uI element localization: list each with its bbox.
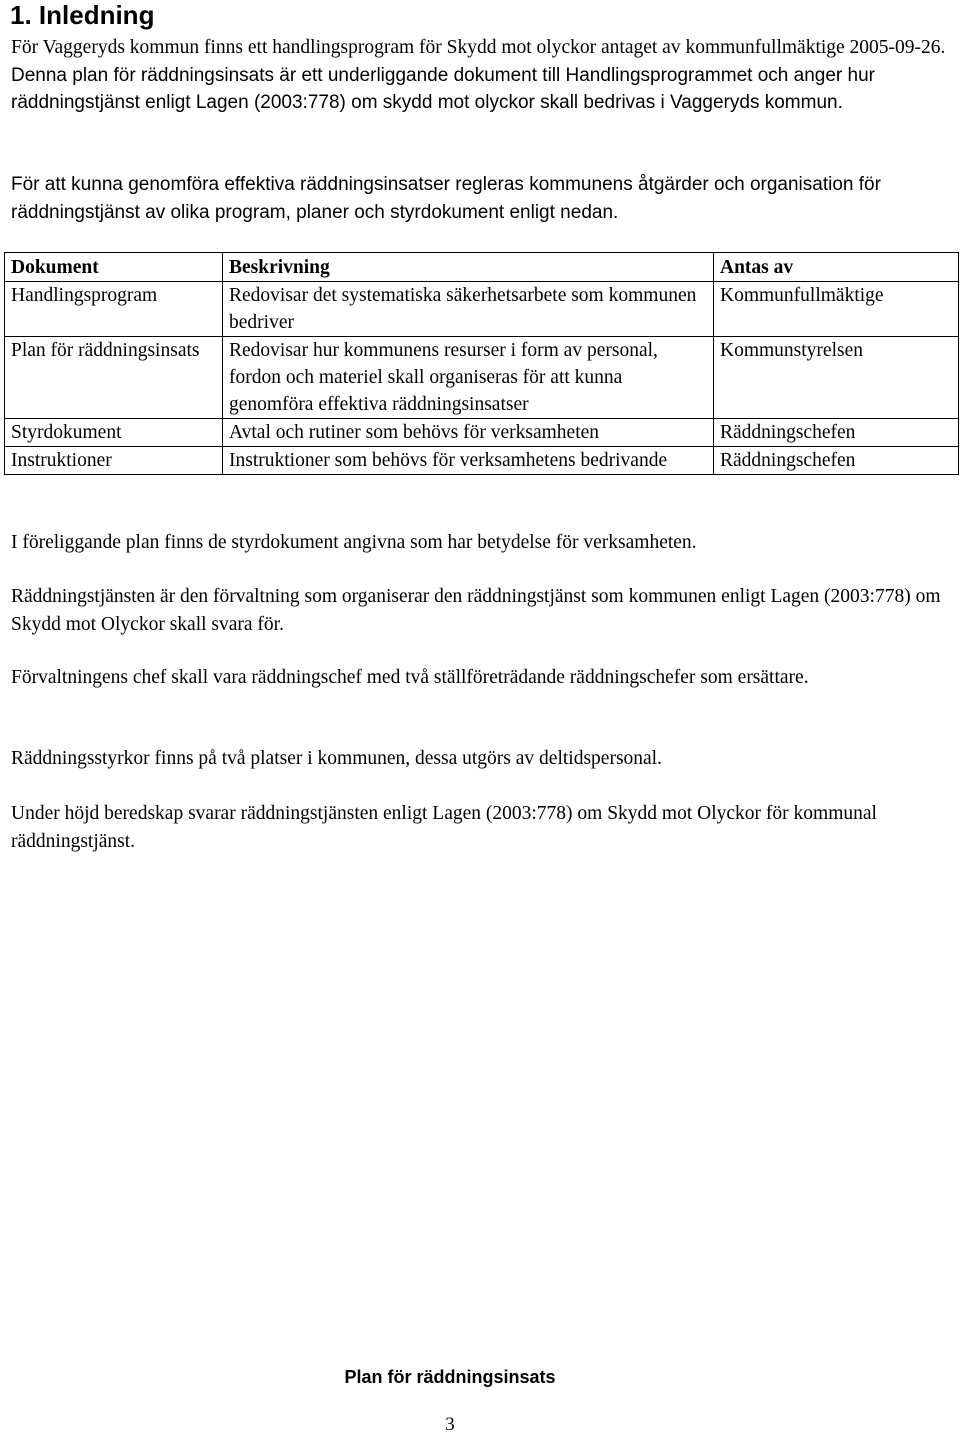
cell-beskrivning: Avtal och rutiner som behövs för verksamheten — [223, 419, 714, 447]
header-beskrivning: Beskrivning — [223, 253, 714, 282]
paragraph-styrkor: Räddningsstyrkor finns på två platser i kommunen, dessa utgörs av deltidspersonal. — [11, 748, 662, 769]
footer-document-title: Plan för räddningsinsats — [344, 1367, 556, 1387]
paragraph-hojd-beredskap: Under höjd beredskap svarar räddningstjänsten enligt Lagen (2003:778) om Skydd mot Olyckor för kommunal räddningstjänst. — [11, 803, 877, 852]
paragraph-forvaltning: Räddningstjänsten är den förvaltning som organiserar den räddningstjänst som kommunen enligt Lagen (2003:778) om Skydd mot Olyckor skall svara för. — [11, 586, 941, 635]
table-row — [5, 337, 959, 419]
program-paragraph: För att kunna genomföra effektiva räddningsinsatser regleras kommunens åtgärder och organisation för räddningstjänst av olika program, planer och styrdokument enligt nedan. — [11, 174, 881, 223]
cell-dokument: Handlingsprogram — [5, 282, 223, 337]
cell-antas-av: Kommunstyrelsen — [714, 337, 959, 419]
cell-beskrivning: Redovisar hur kommunens resurser i form av personal, fordon och materiel skall organiseras för att kunna genomföra effektiva räddningsinsatser — [223, 337, 714, 419]
documents-table — [4, 252, 959, 475]
section-heading: 1. Inledning — [10, 0, 155, 30]
cell-beskrivning: Redovisar det systematiska säkerhetsarbete som kommunen bedriver — [223, 282, 714, 337]
table-row — [5, 419, 959, 447]
page-number: 3 — [445, 1414, 455, 1435]
cell-dokument: Plan för räddningsinsats — [5, 337, 223, 419]
table-row — [5, 282, 959, 337]
cell-antas-av: Kommunfullmäktige — [714, 282, 959, 337]
intro-text-part2: Denna plan för räddningsinsats är ett underliggande dokument till Handlingsprogrammet och anger hur räddningstjänst enligt Lagen (2003:778) om skydd mot olyckor skall bedrivas i Vaggeryds kommun. — [11, 64, 875, 113]
header-dokument: Dokument — [5, 253, 223, 282]
cell-dokument: Styrdokument — [5, 419, 223, 447]
cell-antas-av: Räddningschefen — [714, 419, 959, 447]
cell-antas-av: Räddningschefen — [714, 447, 959, 475]
paragraph-styrdokument: I föreliggande plan finns de styrdokument angivna som har betydelse för verksamheten. — [11, 532, 697, 553]
cell-dokument: Instruktioner — [5, 447, 223, 475]
header-antas-av: Antas av — [714, 253, 959, 282]
table-row — [5, 447, 959, 475]
intro-paragraph — [11, 34, 951, 117]
cell-beskrivning: Instruktioner som behövs för verksamhetens bedrivande — [223, 447, 714, 475]
table-header-row — [5, 253, 959, 282]
paragraph-raddningschef: Förvaltningens chef skall vara räddningschef med två ställföreträdande räddningschefer som ersättare. — [11, 667, 809, 688]
intro-text-part1: För Vaggeryds kommun finns ett handlingsprogram för Skydd mot olyckor antaget av kommunfullmäktige 2005-09-26. — [11, 37, 946, 58]
